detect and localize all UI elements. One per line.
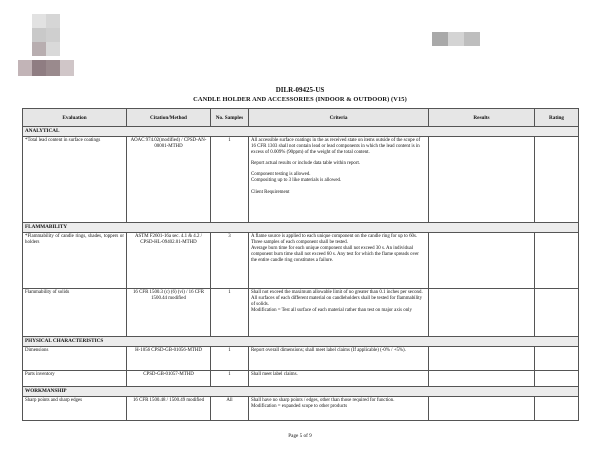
section-flammability: FLAMMABILITY: [23, 223, 579, 233]
results-cell: [429, 137, 535, 223]
samples-cell: 3: [211, 233, 249, 289]
citation-cell: CPSD-GB-01057-MTHD: [127, 371, 211, 387]
col-header-results: Results: [429, 109, 535, 127]
rating-cell: [535, 233, 579, 289]
evaluation-cell: Sharp points and sharp edges: [23, 397, 127, 421]
criteria-text: Average burn time for each unique component shall not exceed 30 s. An individual component burn time shall not exceed 60 s. Any test for which the flame spreads over the entire candle ring constitutes a failure.: [251, 246, 419, 264]
evaluation-cell: *Total lead content in surface coatings: [23, 137, 127, 223]
criteria-text: Compositing up to 3 like materials is allowed.: [251, 178, 342, 184]
evaluation-cell: Dimensions: [23, 347, 127, 371]
criteria-cell: [249, 347, 429, 371]
evaluation-cell: *Flammability of candle rings, shades, toppers or holders: [23, 233, 127, 289]
samples-cell: 1: [211, 371, 249, 387]
section-physical-characteristics: PHYSICAL CHARACTERISTICS: [23, 337, 579, 347]
col-header-evaluation: Evaluation: [23, 109, 127, 127]
citation-cell: 16 CFR 1500.48 / 1500.49 modified: [127, 397, 211, 421]
criteria-text: All accessible surface coatings in the as received state on items outside of the scope of 16 CFR 1303 shall not contain lead or lead components in which the lead content is in excess of 0.009% (90ppm) of the weight of the total content.: [251, 138, 421, 156]
criteria-cell: [249, 289, 429, 337]
col-header-citation: Citation/Method: [127, 109, 211, 127]
col-header-rating: Rating: [535, 109, 579, 127]
criteria-text: Client Requirement: [251, 189, 290, 195]
rating-cell: [535, 289, 579, 337]
citation-cell: H-1056 CPSD-GB-01056-MTHD: [127, 347, 211, 371]
criteria-text: Shall not exceed the maximum allowable limit of no greater than 0.1 inches per second. All surfaces of each different material on candleholders shall be tested for flammability of solids.: [251, 290, 423, 308]
rating-cell: [535, 371, 579, 387]
col-header-samples: No. Samples: [211, 109, 249, 127]
requirements-table: [22, 108, 579, 421]
table-row: [23, 137, 579, 223]
results-cell: [429, 347, 535, 371]
citation-cell: AOAC 974.02(modified) / CPSD-AN-00001-MTHD: [127, 137, 211, 223]
section-workmanship: WORKMANSHIP: [23, 387, 579, 397]
table-header-row: [23, 109, 579, 127]
table-row: [23, 289, 579, 337]
section-analytical: ANALYTICAL: [23, 127, 579, 137]
criteria-text: Report overall dimensions; shall meet label claims (If applicable) (-0% / +5%).: [251, 348, 406, 353]
samples-cell: 1: [211, 347, 249, 371]
results-cell: [429, 371, 535, 387]
citation-cell: ASTM F2601-16a sec. 4.1 & 4.2 / CPSD-HL-09402.01-MTHD: [127, 233, 211, 289]
rating-cell: [535, 347, 579, 371]
results-cell: [429, 233, 535, 289]
col-header-criteria: Criteria: [249, 109, 429, 127]
page-number: Page 5 of 9: [288, 433, 312, 439]
criteria-cell: [249, 137, 429, 223]
criteria-text: Shall meet label claims.: [251, 372, 298, 377]
criteria-cell: [249, 397, 429, 421]
criteria-text: Component testing is allowed.: [251, 172, 311, 178]
evaluation-cell: Parts inventory: [23, 371, 127, 387]
criteria-text: A flame source is applied to each unique component on the candle ring for up to 60s. Three samples of each component shall be tested.: [251, 234, 418, 246]
samples-cell: 1: [211, 137, 249, 223]
citation-cell: 16 CFR 1500.3 (c) (6) (vi) / 16 CFR 1500.44 modified: [127, 289, 211, 337]
criteria-text: Modification = Test all surface of each material rather than test on major axis only: [251, 308, 412, 314]
results-cell: [429, 289, 535, 337]
criteria-text: Shall have no sharp points / edges, other than those required for function.: [251, 398, 395, 403]
samples-cell: 1: [211, 289, 249, 337]
samples-cell: All: [211, 397, 249, 421]
criteria-cell: [249, 371, 429, 387]
criteria-text: Report actual results or include data table within report.: [251, 161, 361, 167]
table-row: [23, 397, 579, 421]
document-id: DILR-09425-US: [275, 86, 325, 94]
evaluation-cell: Flammability of solids: [23, 289, 127, 337]
criteria-cell: [249, 233, 429, 289]
table-row: [23, 347, 579, 371]
company-logo: [18, 14, 74, 78]
document-title: CANDLE HOLDER AND ACCESSORIES (INDOOR & OUTDOOR) (V15): [193, 96, 407, 103]
table-row: [23, 371, 579, 387]
obscured-stamp: [432, 32, 480, 46]
results-cell: [429, 397, 535, 421]
criteria-text: Modification = expanded scope to other products: [251, 404, 348, 410]
rating-cell: [535, 397, 579, 421]
rating-cell: [535, 137, 579, 223]
table-row: [23, 233, 579, 289]
